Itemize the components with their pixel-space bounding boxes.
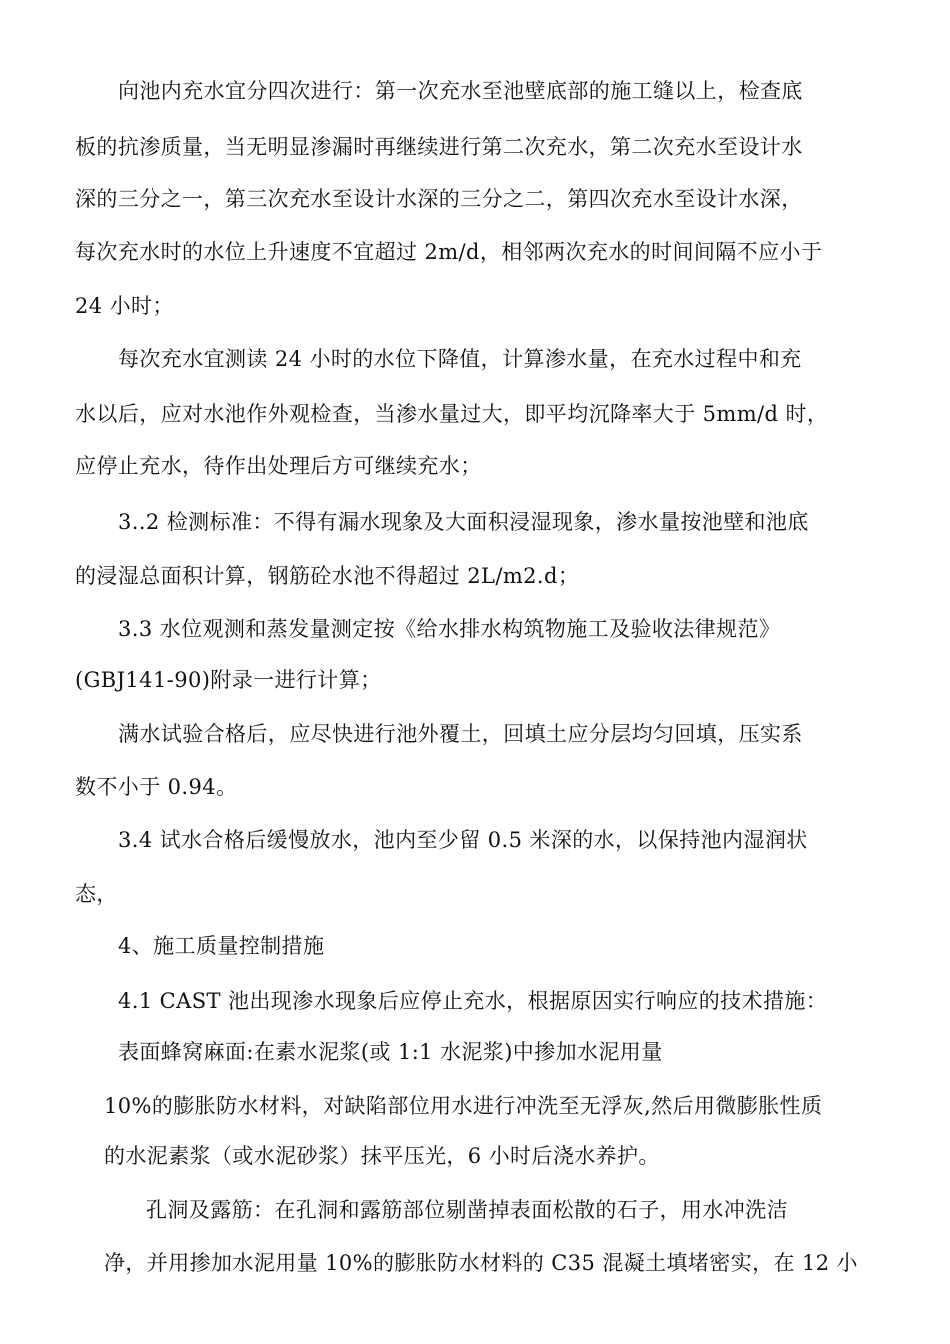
text-line: 数不小于 0.94。 (75, 775, 238, 799)
text-line: 深的三分之一，第三次充水至设计水深的三分之二，第四次充水至设计水深， (75, 187, 803, 211)
text-line: 3.4 试水合格后缓慢放水，池内至少留 0.5 米深的水，以保持池内湿润状 (118, 828, 808, 852)
text-line: 每次充水宜测读 24 小时的水位下降值，计算渗水量，在充水过程中和充 (118, 347, 802, 371)
text-line: 应停止充水，待作出处理后方可继续充水； (75, 454, 482, 478)
text-line: 板的抗渗质量，当无明显渗漏时再继续进行第二次充水，第二次充水至设计水 (75, 135, 803, 159)
text-line: 满水试验合格后，应尽快进行池外覆土，回填土应分层均匀回填，压实系 (118, 722, 803, 746)
text-line: 10%的膨胀防水材料，对缺陷部位用水进行冲洗至无浮灰,然后用微膨胀性质 (104, 1094, 823, 1118)
text-line: 4.1 CAST 池出现渗水现象后应停止充水，根据原因实行响应的技术措施： (118, 989, 828, 1013)
text-line: 的浸湿总面积计算，钢筋砼水池不得超过 2L/m2.d； (75, 564, 580, 588)
text-line: (GBJ141-90)附录一进行计算； (75, 668, 382, 692)
text-line: 3.3 水位观测和蒸发量测定按《给水排水构筑物施工及验收法律规范》 (118, 617, 781, 641)
text-line: 的水泥素浆（或水泥砂浆）抹平压光，6 小时后浇水养护。 (104, 1144, 660, 1168)
text-line: 向池内充水宜分四次进行：第一次充水至池壁底部的施工缝以上，检查底 (118, 79, 803, 103)
text-line: 每次充水时的水位上升速度不宜超过 2m/d，相邻两次充水的时间间隔不应小于 (75, 240, 823, 264)
text-line: 24 小时； (75, 294, 174, 318)
text-line: 水以后，应对水池作外观检查，当渗水量过大，即平均沉降率大于 5mm/d 时， (75, 402, 829, 426)
text-line: 孔洞及露筋：在孔洞和露筋部位剔凿掉表面松散的石子，用水冲洗洁 (146, 1198, 788, 1222)
text-line: 3..2 检测标准：不得有漏水现象及大面积浸湿现象，渗水量按池壁和池底 (118, 510, 809, 534)
text-line: 态， (75, 882, 118, 906)
section-heading: 4、施工质量控制措施 (118, 934, 325, 958)
text-line: 表面蜂窝麻面:在素水泥浆(或 1:1 水泥浆)中掺加水泥用量 (118, 1040, 663, 1064)
text-line: 净，并用掺加水泥用量 10%的膨胀防水材料的 C35 混凝土填堵密实，在 12 小 (104, 1251, 858, 1275)
